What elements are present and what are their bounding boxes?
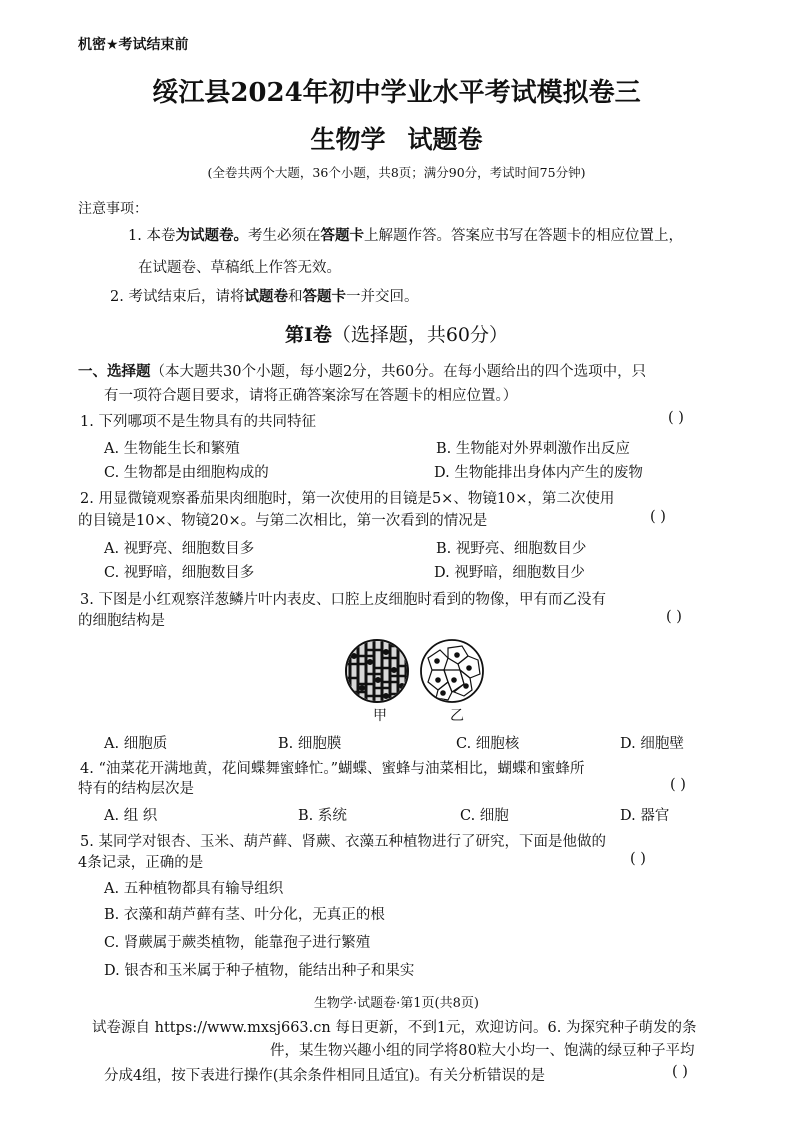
q4-option-c: C. 细胞 <box>460 808 509 824</box>
q1-option-b: B. 生物能对外界刺激作出反应 <box>436 441 630 457</box>
q4-option-d: D. 器官 <box>620 808 670 824</box>
page-footer: 生物学·试题卷·第1页(共8页) <box>314 996 479 1011</box>
microscope-views-image <box>344 638 494 706</box>
question-4-stem-cont: 特有的结构层次是 <box>78 781 194 797</box>
note-1 <box>128 224 683 245</box>
figure-label-jia: 甲 <box>373 708 387 724</box>
q5-option-d: D. 银杏和玉米属于种子植物，能结出种子和果实 <box>104 963 415 979</box>
source-line-1: 试卷源自 https://www.mxsj663.cn 每日更新，不到1元，欢迎访问。6. 为探究种子萌发的条 <box>92 1020 697 1036</box>
notes-heading: 注意事项： <box>78 201 148 217</box>
q1-option-d: D. 生物能排出身体内产生的废物 <box>434 465 643 481</box>
note-text: 一并交回。 <box>345 289 419 305</box>
q5-option-b: B. 衣藻和葫芦藓有茎、叶分化，无真正的根 <box>104 907 385 923</box>
q5-option-a: A. 五种植物都具有输导组织 <box>104 881 284 897</box>
onion-cells-view <box>346 638 410 704</box>
q2-option-b: B. 视野亮、细胞数目少 <box>436 541 587 557</box>
note-text: 和 <box>287 289 303 305</box>
q5-option-c: C. 肾蕨属于蕨类植物，能靠孢子进行繁殖 <box>104 935 371 951</box>
note-bold: 答题卡 <box>320 227 364 244</box>
question-2-stem: 2. 用显微镜观察番茄果肉细胞时，第一次使用的目镜是5×、物镜10×，第二次使用 <box>80 491 615 507</box>
paper-label: 试题卷 <box>407 125 483 154</box>
q1-option-c: C. 生物都是由细胞构成的 <box>104 465 269 481</box>
q3-option-b: B. 细胞膜 <box>278 736 342 752</box>
note-bold: 为试题卷。 <box>175 227 248 244</box>
note-text: 1. 本卷 <box>128 228 176 244</box>
question-2-stem-cont: 的目镜是10×、物镜20×。与第二次相比，第一次看到的情况是 <box>78 513 488 529</box>
q1-option-a: A. 生物能生长和繁殖 <box>104 441 240 457</box>
question-4-stem: 4. “油菜花开满地黄，花间蝶舞蜜蜂忙。”蝴蝶、蜜蜂与油菜相比，蝴蝶和蜜蜂所 <box>80 761 585 777</box>
question-3-stem: 3. 下图是小红观察洋葱鳞片叶内表皮、口腔上皮细胞时看到的物像，甲有而乙没有 <box>80 592 606 608</box>
answer-paren: ( ) <box>672 1064 688 1080</box>
section-text-continued: 有一项符合题目要求，请将正确答案涂写在答题卡的相应位置。） <box>104 388 518 404</box>
figure-label-yi: 乙 <box>450 708 464 724</box>
note-text: 2. 考试结束后，请将 <box>110 289 245 305</box>
note-2 <box>110 285 418 306</box>
q4-option-a: A. 组 织 <box>104 808 158 824</box>
section-text: （本大题共30个小题，每小题2分，共60分。在每小题给出的四个选项中，只 <box>150 364 647 380</box>
question-5-stem: 5. 某同学对银杏、玉米、葫芦藓、肾蕨、衣藻五种植物进行了研究，下面是他做的 <box>80 834 606 850</box>
answer-paren: ( ) <box>666 609 682 625</box>
cheek-cells-view <box>421 640 483 702</box>
q3-option-a: A. 细胞质 <box>104 736 168 752</box>
q3-option-c: C. 细胞核 <box>456 736 520 752</box>
question-1-stem: 1. 下列哪项不是生物具有的共同特征 <box>80 414 316 430</box>
exam-subtitle <box>0 120 793 156</box>
q3-option-d: D. 细胞壁 <box>620 736 684 752</box>
source-line-2: 件，某生物兴趣小组的同学将80粒大小均一、饱满的绿豆种子平均 <box>270 1043 695 1059</box>
part-heading <box>0 320 793 347</box>
section-heading <box>78 360 646 381</box>
part-label: 第Ⅰ卷 <box>284 324 332 346</box>
confidential-seal: 机密★考试结束前 <box>78 37 189 53</box>
note-text: 上解题作答。答案应书写在答题卡的相应位置上， <box>363 228 683 244</box>
exam-title: 绥江县2024年初中学业水平考试模拟卷三 <box>152 78 641 108</box>
answer-paren: ( ) <box>650 509 666 525</box>
question-5-stem-cont: 4条记录，正确的是 <box>78 855 204 871</box>
note-bold: 答题卡 <box>302 288 346 305</box>
answer-paren: ( ) <box>668 410 684 426</box>
subject-label: 生物学 <box>310 125 386 154</box>
answer-paren: ( ) <box>630 851 646 867</box>
note-1-continued: 在试题卷、草稿纸上作答无效。 <box>138 260 341 276</box>
exam-info: (全卷共两个大题，36个小题，共8页；满分90分，考试时间75分钟) <box>207 165 586 180</box>
part-desc: （选择题，共60分） <box>331 324 509 346</box>
source-line-3: 分成4组，按下表进行操作(其余条件相同且适宜)。有关分析错误的是 <box>104 1068 546 1084</box>
note-bold: 试题卷 <box>244 288 288 305</box>
answer-paren: ( ) <box>670 777 686 793</box>
q2-option-d: D. 视野暗，细胞数目少 <box>434 565 585 581</box>
note-text: 考生必须在 <box>247 228 321 244</box>
q2-option-a: A. 视野亮、细胞数目多 <box>104 541 255 557</box>
section-label: 一、选择题 <box>78 363 151 380</box>
q2-option-c: C. 视野暗，细胞数目多 <box>104 565 255 581</box>
question-3-stem-cont: 的细胞结构是 <box>78 613 165 629</box>
cell-figure <box>344 638 494 724</box>
q4-option-b: B. 系统 <box>298 808 347 824</box>
